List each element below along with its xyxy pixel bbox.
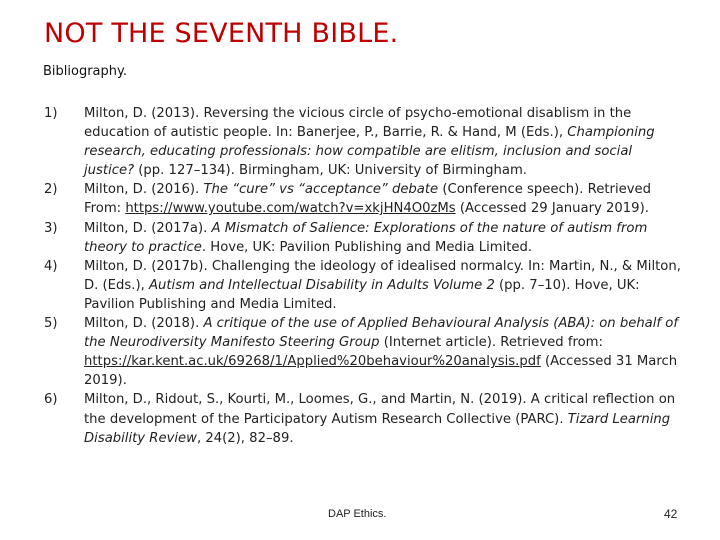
reference-number: 5): [44, 316, 58, 332]
reference-text: [84, 390, 684, 447]
reference-number: 6): [44, 392, 58, 408]
ref-title: Tizard Learning Disability Review: [84, 411, 671, 446]
ref-text: (Accessed 29 January 2019).: [455, 201, 649, 217]
ref-text: (pp. 7–10). Hove, UK: Pavilion Publishing and Media Limited.: [84, 277, 640, 312]
reference-number: 2): [44, 182, 58, 198]
ref-text: Milton, D. (2013). Reversing the vicious circle of psycho-emotional disablism in the education of autistic people. In: Banerjee, P., Barrie, R. & Hand, M (Eds.),: [84, 106, 632, 141]
reference-item: [44, 180, 684, 218]
ref-title: Championing research, educating professionals: how compatible are elitism, inclusion and social justice?: [84, 125, 655, 179]
reference-item: [44, 257, 684, 314]
reference-text: [84, 257, 684, 314]
ref-title: A Mismatch of Salience: Explorations of the nature of autism from theory to practice: [84, 220, 648, 255]
reference-list: [44, 104, 684, 448]
section-heading: Bibliography.: [43, 64, 127, 79]
ref-text: (Accessed 31 March 2019).: [84, 354, 678, 389]
reference-number: 1): [44, 106, 58, 121]
reference-item: [44, 219, 684, 257]
ref-text: Milton, D. (2018).: [84, 316, 204, 332]
ref-title: Autism and Intellectual Disability in Adults Volume 2: [148, 277, 495, 293]
ref-text: Milton, D. (2017a).: [84, 220, 212, 236]
footer-text: DAP Ethics.: [328, 508, 387, 520]
ref-title: The “cure” vs “acceptance” debate: [203, 182, 439, 198]
ref-text: (pp. 127–134). Birmingham, UK: University of Birmingham.: [134, 163, 528, 179]
reference-text: [84, 219, 684, 257]
ref-text: (Internet article). Retrieved from:: [379, 335, 603, 351]
ref-text: . Hove, UK: Pavilion Publishing and Media Limited.: [201, 239, 533, 255]
slide-title: NOT THE SEVENTH BIBLE.: [44, 18, 399, 49]
reference-text: [84, 314, 684, 390]
reference-link[interactable]: https://www.youtube.com/watch?v=xkjHN4O0zMs: [125, 201, 456, 217]
ref-text: Milton, D., Ridout, S., Kourti, M., Loomes, G., and Martin, N. (2019). A critical reflection on the development of the Participatory Autism Research Collective (PARC).: [84, 392, 676, 427]
ref-text: (Conference speech). Retrieved From:: [84, 182, 652, 217]
ref-text: Milton, D. (2016).: [84, 182, 204, 198]
ref-text: , 24(2), 82–89.: [196, 430, 294, 446]
reference-link[interactable]: https://kar.kent.ac.uk/69268/1/Applied%20behaviour%20analysis.pdf: [84, 354, 541, 370]
ref-text: Milton, D. (2017b). Challenging the ideology of idealised normalcy. In: Martin, N., & Milton, D. (Eds.),: [84, 258, 681, 293]
reference-item: [44, 104, 684, 180]
reference-item: [44, 314, 684, 390]
reference-number: 3): [44, 220, 58, 236]
reference-text: [84, 180, 684, 218]
page-number: 42: [664, 507, 678, 521]
ref-title: A critique of the use of Applied Behavioural Analysis (ABA): on behalf of the Neurodiversity Manifesto Steering Group: [84, 316, 678, 351]
reference-item: [44, 390, 684, 447]
reference-text: [84, 104, 684, 180]
reference-number: 4): [44, 258, 58, 274]
